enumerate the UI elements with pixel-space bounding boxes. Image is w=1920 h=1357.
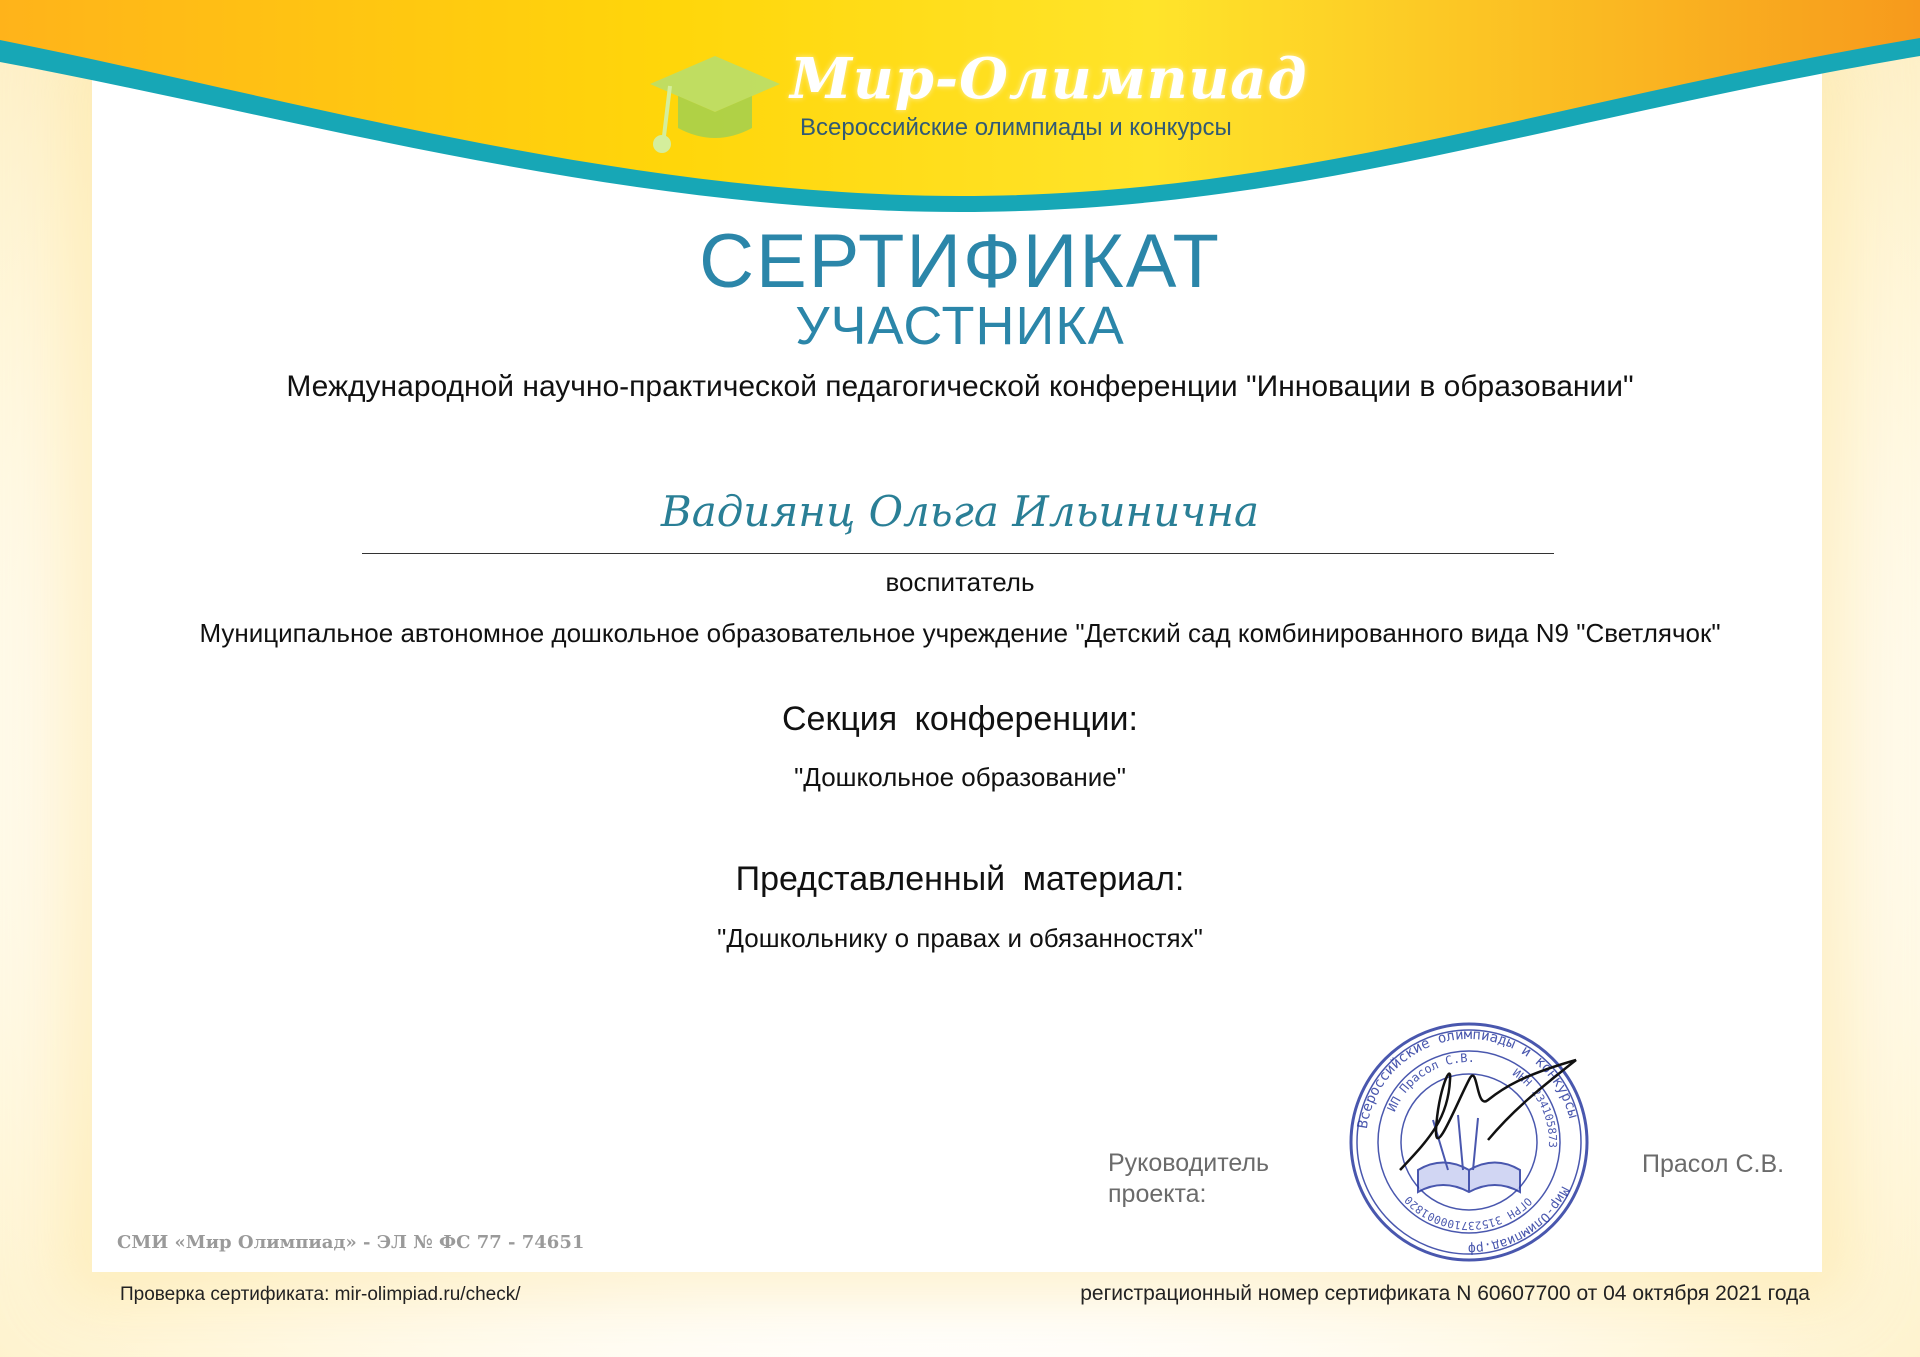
section-heading: Секция конференции:	[782, 700, 1138, 738]
recipient-name: Вадиянц Ольга Ильинична	[660, 487, 1260, 536]
section-value: "Дошкольное образование"	[794, 762, 1126, 792]
brand-tagline: Всероссийские олимпиады и конкурсы	[800, 114, 1232, 141]
stamp-inner-text: ИП Прасол С.В.	[1384, 1050, 1476, 1114]
recipient-organization: Муниципальное автономное дошкольное образовательное учреждение "Детский сад комбинированного вида N9 "Светлячок"	[199, 618, 1721, 648]
certificate-title: СЕРТИФИКАТ	[699, 219, 1221, 304]
registration-number: регистрационный номер сертификата N 60607700 от 04 октября 2021 года	[1080, 1282, 1810, 1305]
material-heading: Представленный материал:	[735, 860, 1185, 898]
signatory-name: Прасол С.В.	[1642, 1150, 1785, 1178]
brand-logo	[640, 36, 1308, 161]
verification-link[interactable]: Проверка сертификата: mir-olimpiad.ru/check/	[120, 1284, 521, 1305]
book-icon	[1418, 1115, 1520, 1192]
stamp-ogrn: ОГРН 315237100001820	[1402, 1193, 1535, 1233]
media-registration: СМИ «Мир Олимпиад» - ЭЛ № ФС 77 - 74651	[117, 1232, 585, 1253]
signature-role-line1: Руководитель	[1108, 1149, 1270, 1177]
event-name: Международной научно-практической педагогической конференции "Инновации в образовании"	[286, 370, 1634, 403]
stamp-bottom-text: Мир-Олимпиад.рф	[1467, 1184, 1573, 1257]
graduation-cap-icon	[640, 36, 790, 161]
material-value: "Дошкольнику о правах и обязанностях"	[717, 923, 1203, 953]
svg-text:ОГРН 315237100001820	[1402, 1193, 1534, 1232]
signature-role	[1108, 1148, 1269, 1210]
name-underline	[362, 553, 1554, 554]
stamp-outer-text: Всероссийские олимпиады и конкурсы	[1354, 1026, 1582, 1130]
svg-text:Всероссийские олимпиады и конк	[1355, 1027, 1581, 1130]
stamp-inn: ИНН 234105873	[1510, 1066, 1560, 1149]
brand-name: Мир-Олимпиад	[790, 46, 1308, 112]
recipient-position: воспитатель	[885, 567, 1035, 597]
signature-role-line2: проекта:	[1108, 1180, 1207, 1208]
certificate-subtitle: УЧАСТНИКА	[795, 296, 1125, 356]
official-stamp	[1338, 1020, 1600, 1264]
